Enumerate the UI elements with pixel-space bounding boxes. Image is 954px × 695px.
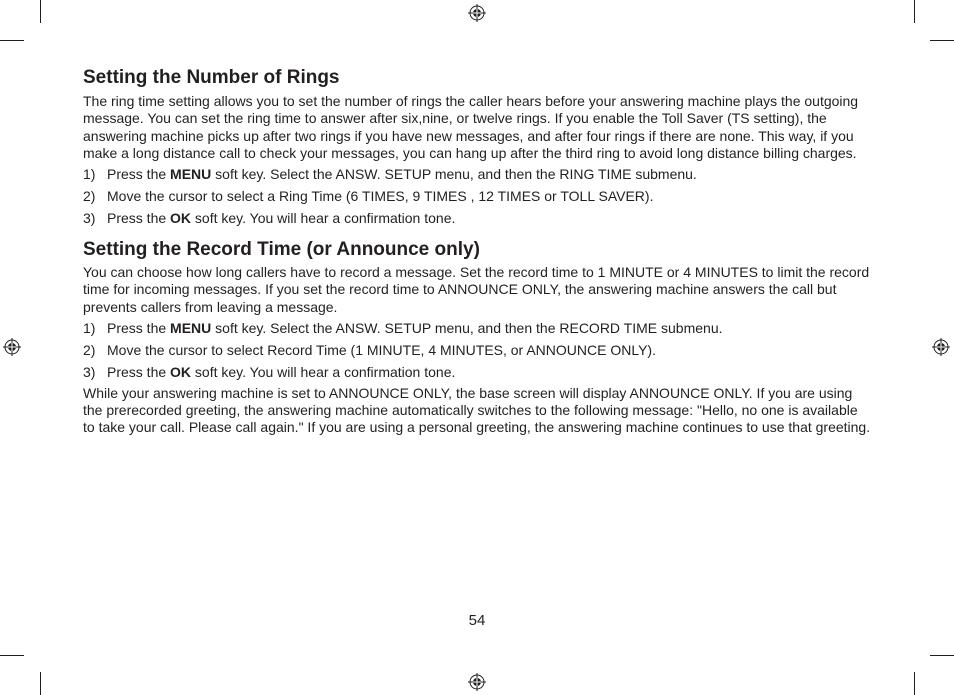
step-text-pre: Move the cursor to select a Ring Time (6 TIMES, 9 TIMES , 12 TIMES or TOLL SAVER). [107, 187, 654, 204]
steps-list-number-of-rings [83, 166, 873, 227]
crop-mark-bottom-left-horizontal [0, 655, 24, 656]
step-item [83, 342, 873, 359]
step-number: 1) [83, 319, 96, 336]
step-text-pre: Press the [107, 319, 171, 336]
step-text-post: soft key. You will hear a confirmation tone. [191, 363, 456, 380]
step-item [83, 210, 873, 227]
step-text-post: soft key. You will hear a confirmation tone. [191, 209, 456, 226]
step-number: 3) [83, 209, 96, 226]
crop-mark-top-right-horizontal [930, 40, 954, 41]
step-text [107, 166, 697, 183]
step-text-pre: Press the [107, 209, 171, 226]
step-text [107, 364, 455, 381]
step-number: 2) [83, 341, 96, 358]
step-text [107, 320, 723, 337]
crop-mark-top-right-vertical [914, 0, 915, 23]
step-number: 3) [83, 363, 96, 380]
steps-list-record-time [83, 320, 873, 381]
step-number: 1) [83, 166, 96, 183]
step-item [83, 166, 873, 183]
step-text-post: soft key. Select the ANSW. SETUP menu, and then the RING TIME submenu. [211, 166, 697, 183]
soft-key-label: MENU [170, 166, 212, 183]
step-item [83, 320, 873, 337]
section-heading-number-of-rings: Setting the Number of Rings [83, 67, 340, 88]
soft-key-label: OK [170, 363, 192, 380]
registration-mark-icon [468, 673, 486, 691]
step-text [107, 342, 656, 359]
registration-mark-icon [3, 338, 21, 356]
crop-mark-bottom-right-vertical [914, 672, 915, 695]
step-text-pre: Move the cursor to select Record Time (1 MINUTE, 4 MINUTES, or ANNOUNCE ONLY). [107, 341, 656, 358]
soft-key-label: MENU [170, 319, 212, 336]
step-text-pre: Press the [107, 166, 171, 183]
step-text-post: soft key. Select the ANSW. SETUP menu, and then the RECORD TIME submenu. [211, 319, 723, 336]
section-heading-record-time: Setting the Record Time (or Announce only) [83, 239, 480, 261]
step-text [107, 210, 455, 227]
registration-mark-icon [932, 338, 950, 356]
section-intro-number-of-rings: The ring time setting allows you to set the number of rings the caller hears before your answering machine plays the outgoing message. You can set the ring time to answer after six,nine, or twelve rings. If you enable the Toll Saver (TS setting), the answering machine picks up after two rings if you have new messages, and after four rings if there are none. This way, if you make a long distance call to check your messages, you can hang up after the third ring to avoid long distance billing charges. [83, 93, 859, 161]
step-text-pre: Press the [107, 363, 171, 380]
crop-mark-top-left-vertical [40, 0, 41, 23]
step-text [107, 188, 653, 205]
page-number: 54 [468, 612, 486, 629]
section-outro-record-time: While your answering machine is set to ANNOUNCE ONLY, the base screen will display ANNOUNCE ONLY. If you are using the prerecorded greeting, the answering machine automatically switches to the following message: "Hello, no one is available to take your call. Please call again." If you are using a personal greeting, the answering machine continues to use that greeting. [83, 384, 871, 436]
step-item [83, 364, 873, 381]
step-item [83, 188, 873, 205]
crop-mark-bottom-left-vertical [40, 672, 41, 695]
page-content [83, 67, 873, 437]
section-intro-record-time: You can choose how long callers have to record a message. Set the record time to 1 MINUTE or 4 MINUTES to limit the record time for incoming messages. If you set the record time to ANNOUNCE ONLY, the answering machine answers the call but prevents callers from leaving a message. [83, 264, 870, 315]
registration-mark-icon [468, 4, 486, 22]
step-number: 2) [83, 187, 96, 204]
soft-key-label: OK [170, 209, 192, 226]
crop-mark-bottom-right-horizontal [930, 655, 954, 656]
crop-mark-top-left-horizontal [0, 40, 24, 41]
